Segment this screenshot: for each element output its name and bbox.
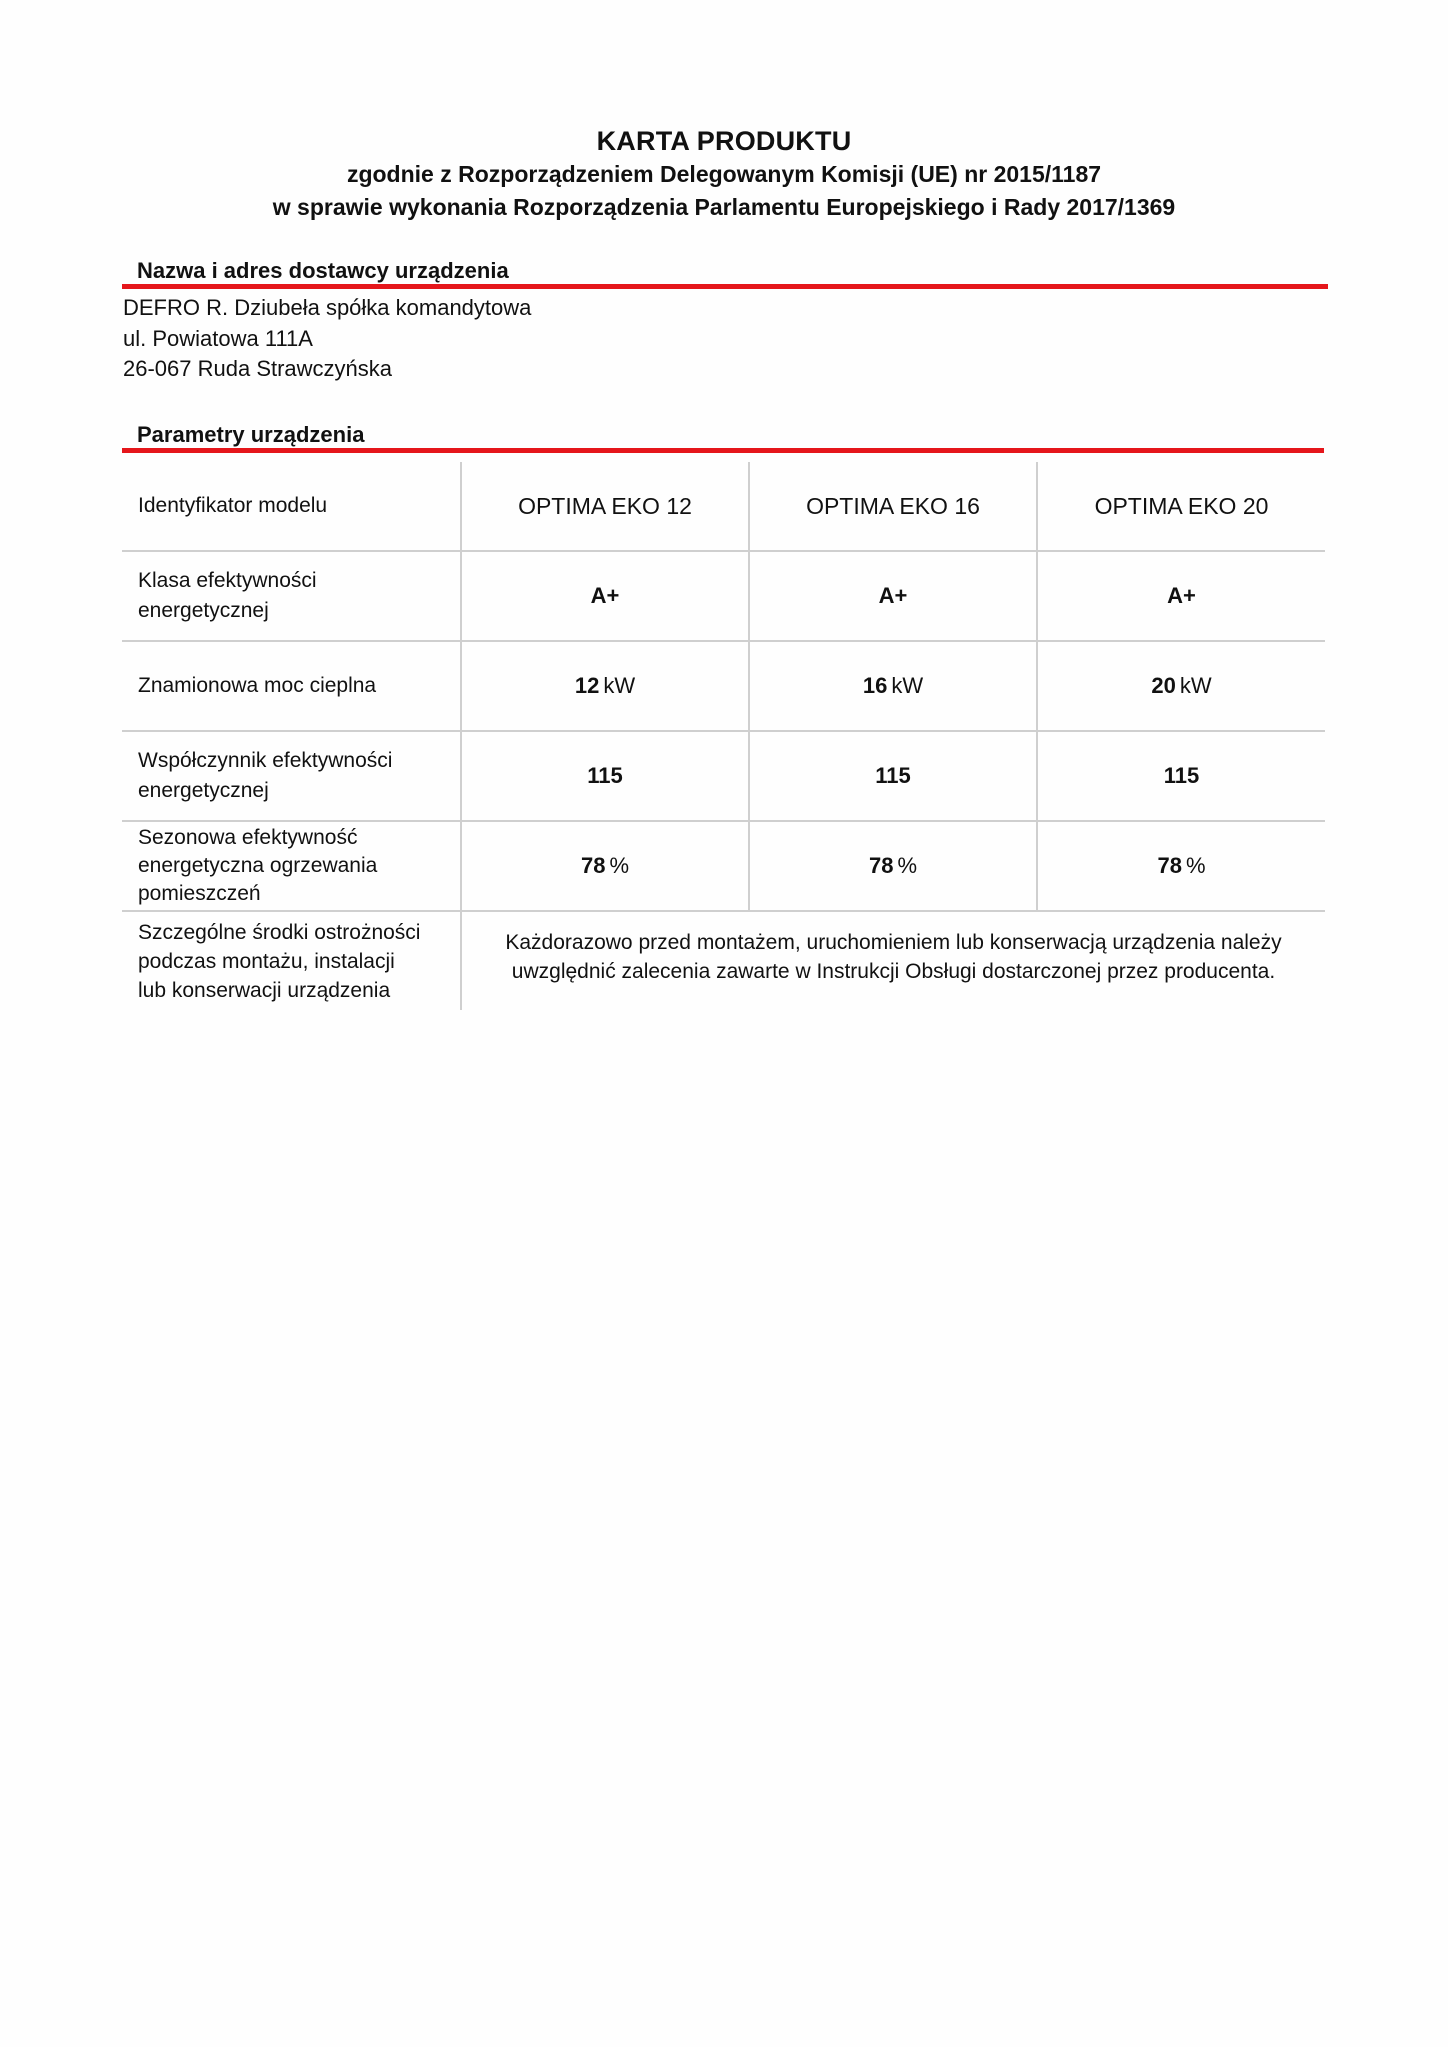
efficiency-index-16: 115 [748, 732, 1036, 820]
table-row-precautions [122, 912, 1325, 1010]
label-line: energetyczna ogrzewania [138, 854, 378, 877]
rated-output-value: 12 [574, 673, 600, 698]
label-line: pomieszczeń [138, 882, 261, 905]
label-line: energetycznej [138, 779, 269, 802]
document-subtitle-regulation: zgodnie z Rozporządzeniem Delegowanym Komisji (UE) nr 2015/1187 [346, 161, 1102, 187]
supplier-address [123, 293, 531, 385]
seasonal-efficiency-value: 78 [580, 853, 606, 878]
model-name-20: OPTIMA EKO 20 [1036, 462, 1325, 550]
efficiency-class-20: A+ [1036, 552, 1325, 640]
model-name-12: OPTIMA EKO 12 [460, 462, 748, 550]
efficiency-class-16: A+ [748, 552, 1036, 640]
efficiency-index-12: 115 [460, 732, 748, 820]
table-row-model [122, 462, 1325, 552]
label-line: energetycznej [138, 599, 269, 622]
table-row-efficiency-index [122, 732, 1325, 822]
rated-output-unit: kW [1179, 673, 1212, 698]
table-row-efficiency-class [122, 552, 1325, 642]
document-subtitle-directive: w sprawie wykonania Rozporządzenia Parlamentu Europejskiego i Rady 2017/1369 [272, 194, 1176, 220]
rated-output-value: 16 [862, 673, 888, 698]
label-line: Szczególne środki ostrożności [138, 920, 421, 944]
seasonal-efficiency-unit: % [609, 853, 630, 878]
row-label-efficiency-index [122, 732, 460, 820]
efficiency-class-12: A+ [460, 552, 748, 640]
seasonal-efficiency-16 [748, 822, 1036, 910]
label-line: lub konserwacji urządzenia [138, 978, 391, 1002]
parameters-section-heading: Parametry urządzenia [137, 422, 365, 447]
table-row-rated-output [122, 642, 1325, 732]
parameters-section-divider [122, 448, 1324, 453]
label-line: Sezonowa efektywność [138, 826, 358, 849]
seasonal-efficiency-value: 78 [1157, 853, 1182, 878]
row-label-precautions [122, 912, 460, 1010]
efficiency-index-20: 115 [1036, 732, 1325, 820]
seasonal-efficiency-12 [460, 822, 748, 910]
rated-output-20 [1036, 642, 1325, 730]
precautions-text [460, 912, 1325, 1010]
row-label-model: Identyfikator modelu [138, 494, 328, 517]
rated-output-value: 20 [1151, 673, 1176, 698]
seasonal-efficiency-unit: % [897, 853, 918, 878]
parameters-table [122, 462, 1325, 1010]
supplier-street: ul. Powiatowa 111A [123, 325, 313, 351]
label-line: Współczynnik efektywności [138, 749, 393, 772]
rated-output-unit: kW [603, 673, 636, 698]
rated-output-unit: kW [891, 673, 924, 698]
supplier-section-divider [122, 284, 1328, 289]
label-line: podczas montażu, instalacji [138, 949, 395, 973]
precautions-text-line: Każdorazowo przed montażem, uruchomieniem lub konserwacją urządzenia należy [505, 931, 1282, 954]
document-title: KARTA PRODUKTU [596, 126, 852, 156]
supplier-city: 26-067 Ruda Strawczyńska [123, 356, 393, 381]
seasonal-efficiency-20 [1036, 822, 1325, 910]
row-label-efficiency-class [122, 552, 460, 640]
seasonal-efficiency-value: 78 [868, 853, 894, 878]
document-header [0, 124, 1448, 224]
table-row-seasonal-efficiency [122, 822, 1325, 912]
seasonal-efficiency-unit: % [1185, 853, 1206, 878]
label-line: Klasa efektywności [138, 569, 317, 592]
row-label-seasonal-efficiency [122, 822, 460, 910]
rated-output-16 [748, 642, 1036, 730]
supplier-section-heading: Nazwa i adres dostawcy urządzenia [137, 258, 509, 283]
rated-output-12 [460, 642, 748, 730]
row-label-rated-output: Znamionowa moc cieplna [138, 674, 377, 697]
precautions-text-line: uwzględnić zalecenia zawarte w Instrukcji Obsługi dostarczonej przez producenta. [511, 960, 1276, 983]
supplier-company-name: DEFRO R. Dziubeła spółka komandytowa [123, 295, 532, 320]
model-name-16: OPTIMA EKO 16 [748, 462, 1036, 550]
